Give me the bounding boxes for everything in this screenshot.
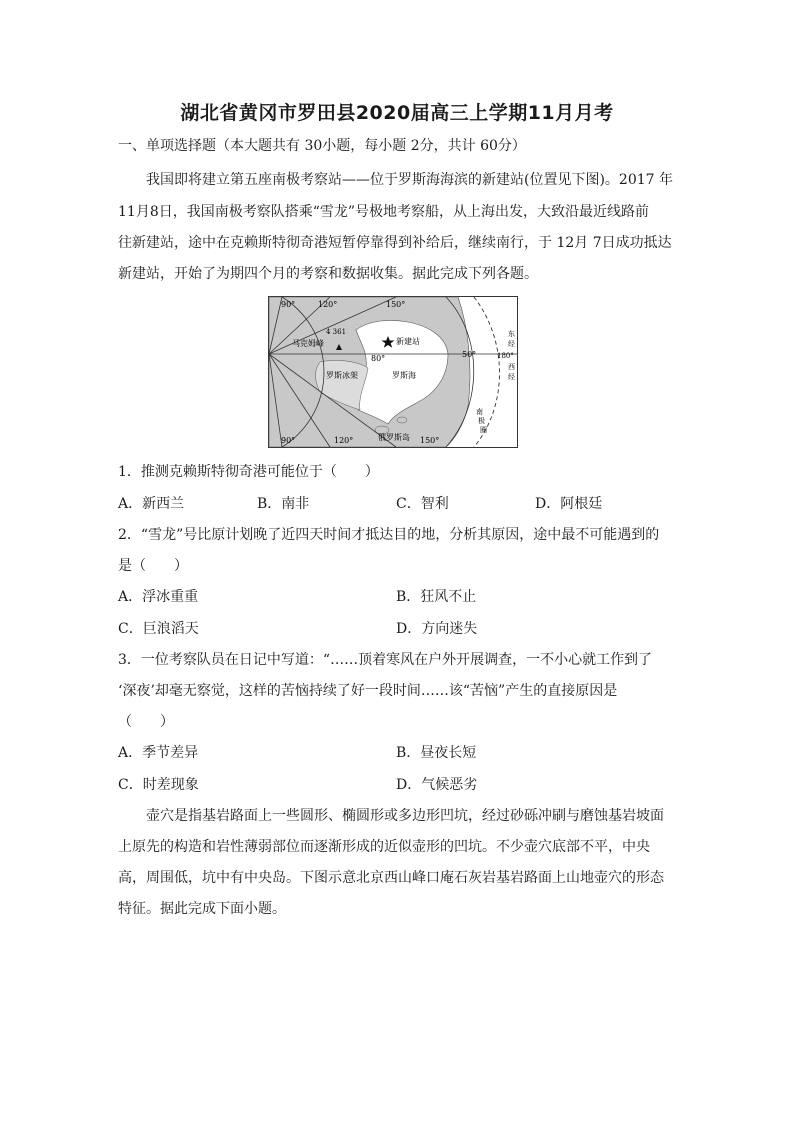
- question-1-option-c: C．智利: [396, 496, 449, 512]
- question-2-option-a: A．浮冰重重: [118, 589, 199, 605]
- passage2-line: 壶穴是指基岩路面上一些圆形、椭圆形或多边形凹坑，经过砂砾冲刷与磨蚀基岩坡面: [146, 808, 664, 824]
- question-2-option-d: D．方向迷失: [396, 621, 478, 637]
- passage1-line: 我国即将建立第五座南极考察站——位于罗斯海海滨的新建站(位置见下图)。2017 年: [146, 172, 674, 188]
- label-lon120-top: 120°: [318, 300, 338, 309]
- label-peak: 马克姆峰: [292, 339, 324, 348]
- label-elevation: 4 361: [326, 328, 347, 336]
- question-2-stem: 是（ ）: [118, 558, 188, 574]
- label-lon150-top: 150°: [386, 300, 406, 309]
- question-3-option-a: A．季节差异: [118, 745, 199, 761]
- question-1-stem: 1．推测克赖斯特彻奇港可能位于（ ）: [118, 464, 379, 480]
- label-lat50: 50°: [462, 350, 477, 359]
- question-2-stem: 2．“雪龙”号比原计划晚了近四天时间才抵达目的地，分析其原因，途中最不可能遇到的: [118, 527, 660, 543]
- question-1-option-a: A．新西兰: [118, 496, 185, 512]
- question-3-option-b: B．昼夜长短: [396, 745, 477, 761]
- section-heading: 一、单项选择题（本大题共有 30小题，每小题 2分，共计 60分）: [118, 138, 526, 154]
- label-lon90-bottom: 90°: [281, 436, 296, 445]
- label-island: 俄罗斯岛: [378, 433, 410, 442]
- label-west-2: 经: [508, 373, 515, 381]
- question-3-option-d: D．气候恶劣: [396, 777, 478, 793]
- page-title: 湖北省黄冈市罗田县2020届高三上学期11月月考: [180, 102, 614, 124]
- question-3-option-c: C．时差现象: [118, 777, 199, 793]
- passage1-line: 往新建站，途中在克赖斯特彻奇港短暂停靠得到补给后，继续南行，于 12月 7日成功抵达: [118, 235, 672, 251]
- question-1-option-b: B．南非: [257, 496, 310, 512]
- passage2-line: 高，周围低，坑中有中央岛。下图示意北京西山峰口庵石灰岩基岩路面上山地壶穴的形态: [118, 870, 664, 886]
- question-3-stem: 3．一位考察队员在日记中写道：“……顶着寒风在户外开展调查，一不小心就工作到了: [118, 652, 653, 668]
- question-2-option-c: C．巨浪滔天: [118, 621, 199, 637]
- passage1-line: 新建站，开始了为期四个月的考察和数据收集。据此完成下列各题。: [118, 266, 538, 282]
- label-east-1: 东: [508, 330, 515, 338]
- label-lon150-bottom: 150°: [420, 436, 440, 445]
- passage2-line: 上原先的构造和岩性薄弱部位而逐渐形成的近似壶形的凹坑。不少壶穴底部不平，中央: [118, 839, 650, 855]
- label-east-2: 经: [508, 340, 515, 348]
- passage1-line: 11月8日，我国南极考察队搭乘“雪龙”号极地考察船，从上海出发，大致沿最近线路前: [118, 204, 650, 220]
- label-circle-1: 南: [476, 408, 483, 416]
- label-station: 新建站: [396, 337, 420, 346]
- question-2-option-b: B．狂风不止: [396, 589, 477, 605]
- label-circle-3: 圈: [480, 426, 487, 434]
- question-1-option-d: D．阿根廷: [535, 496, 603, 512]
- label-lon90-top: 90°: [281, 300, 296, 309]
- passage2-line: 特征。据此完成下面小题。: [118, 901, 286, 917]
- question-3-stem: （ ）: [118, 714, 174, 730]
- label-lat80: 80°: [371, 354, 386, 363]
- label-sea: 罗斯海: [392, 371, 416, 380]
- label-circle-2: 极: [478, 417, 485, 425]
- label-west-1: 西: [508, 363, 515, 371]
- label-lon120-bottom: 120°: [334, 436, 354, 445]
- label-ice-shelf: 罗斯冰架: [326, 371, 358, 380]
- question-3-stem: ‘深夜’却毫无察觉，这样的苦恼持续了好一段时间……该“苦恼”产生的直接原因是: [118, 683, 618, 699]
- label-lon180: 180°: [497, 352, 514, 360]
- ross-sea-map: [268, 296, 518, 448]
